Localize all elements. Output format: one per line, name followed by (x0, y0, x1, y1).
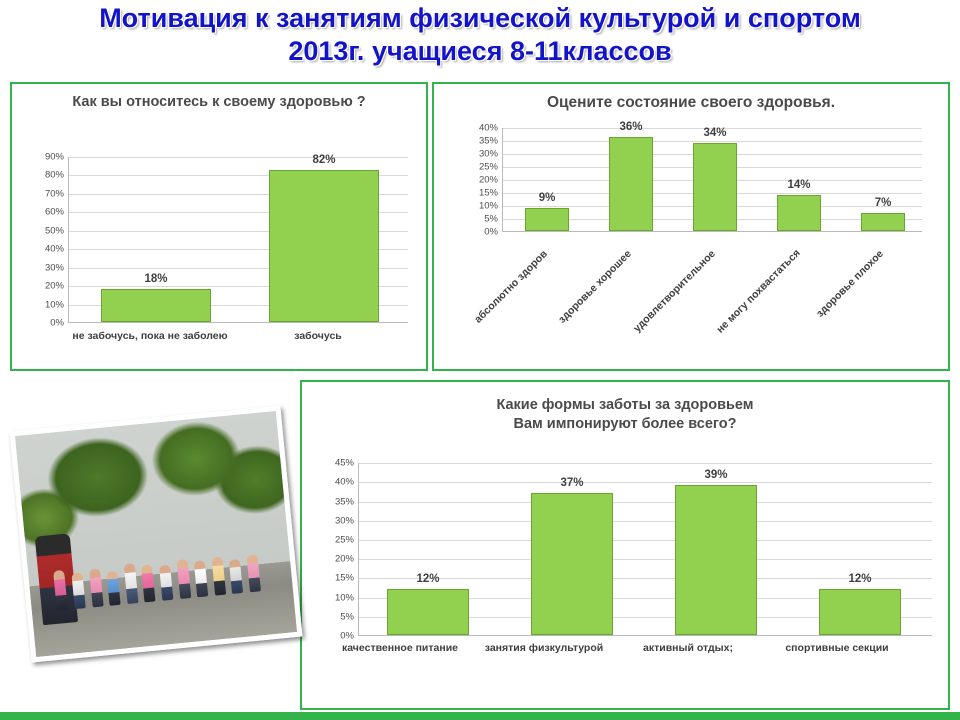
category-label-health-state-2: удовлетворительное (631, 247, 718, 335)
chart-title-care-forms (302, 382, 948, 434)
chart-panel-health-state (432, 82, 950, 371)
chart-panel-health-attitude (10, 82, 428, 371)
chart-title-health-attitude: Как вы относитесь к своему здоровью ? (72, 94, 366, 110)
chart-title-care-forms-line-2: Вам импонируют более всего? (513, 416, 737, 432)
chart-health-attitude (12, 138, 426, 369)
bar-value-label: 7% (874, 196, 892, 209)
bar-value-label: 36% (619, 121, 643, 134)
bar-health-attitude-1[interactable] (269, 154, 379, 322)
gridline (359, 559, 932, 560)
gridline (359, 482, 932, 483)
bar-care-forms-2[interactable] (675, 469, 757, 635)
category-label-care-forms-1: занятия физкультурой (484, 642, 604, 654)
bar-value-label: 12% (416, 572, 440, 585)
chart-title-health-state: Оцените состояние своего здоровья. (546, 94, 836, 111)
category-label-health-attitude-0: не забочусь, пока не заболею (72, 330, 228, 342)
category-label-health-state-0: абсолютно здоров (472, 247, 550, 326)
chart-care-forms (302, 444, 948, 708)
category-label-health-state-4: здоровье плохое (814, 247, 886, 320)
category-label-care-forms-2: активный отдых; (643, 642, 733, 654)
chart1-y-axis: 0% 10% 20% 30% 40% 50% 60% 70% 80% 90% (44, 151, 64, 329)
category-label-health-state-3: не могу похвастаться (714, 247, 803, 336)
bar-care-forms-3[interactable] (819, 572, 901, 635)
bar-health-attitude-0[interactable] (101, 272, 211, 322)
chart2-y-axis: 0% 5% 10% 15% 20% 25% 30% 35% 40% (478, 122, 498, 238)
chart3-plot-area (358, 463, 932, 636)
group-of-students-outdoors-photo (10, 405, 303, 662)
bar-health-state-4[interactable] (861, 196, 905, 231)
bar-care-forms-1[interactable] (531, 476, 613, 635)
gridline (359, 502, 932, 503)
bottom-accent-bar (0, 712, 960, 720)
bar-value-label: 12% (848, 572, 872, 585)
chart3-y-axis: 0% 5% 10% 15% 20% 25% 30% 35% 40% 45% (334, 457, 354, 642)
bar-health-state-2[interactable] (693, 126, 737, 231)
bar-health-state-0[interactable] (525, 191, 569, 231)
bar-value-label: 39% (704, 469, 728, 482)
chart2-plot-area (502, 121, 922, 232)
category-label-care-forms-3: спортивные секции (785, 642, 889, 654)
page-title-line-1: Мотивация к занятиям физической культурой и спортом (99, 3, 861, 33)
bar-value-label: 14% (787, 178, 811, 191)
chart-health-state (434, 122, 948, 369)
bar-value-label: 9% (538, 191, 556, 204)
bar-care-forms-0[interactable] (387, 572, 469, 635)
bar-health-state-1[interactable] (609, 121, 653, 231)
category-label-health-state-1: здоровье хорошее (556, 247, 634, 326)
bar-value-label: 34% (703, 126, 727, 139)
category-label-health-attitude-1: забочусь (294, 330, 342, 342)
bar-value-label: 18% (144, 272, 168, 285)
gridline (359, 540, 932, 541)
chart-title-care-forms-line-1: Какие формы заботы за здоровьем (496, 397, 754, 413)
bar-health-state-3[interactable] (777, 178, 821, 231)
bar-value-label: 82% (312, 154, 336, 167)
category-label-care-forms-0: качественное питание (341, 642, 459, 654)
chart-panel-care-forms (300, 380, 950, 710)
gridline (359, 463, 932, 464)
bar-value-label: 37% (560, 476, 584, 489)
page-title (0, 2, 960, 68)
gridline (359, 521, 932, 522)
page-title-line-2: 2013г. учащиеся 8-11классов (288, 36, 672, 66)
chart1-plot-area (68, 154, 408, 324)
